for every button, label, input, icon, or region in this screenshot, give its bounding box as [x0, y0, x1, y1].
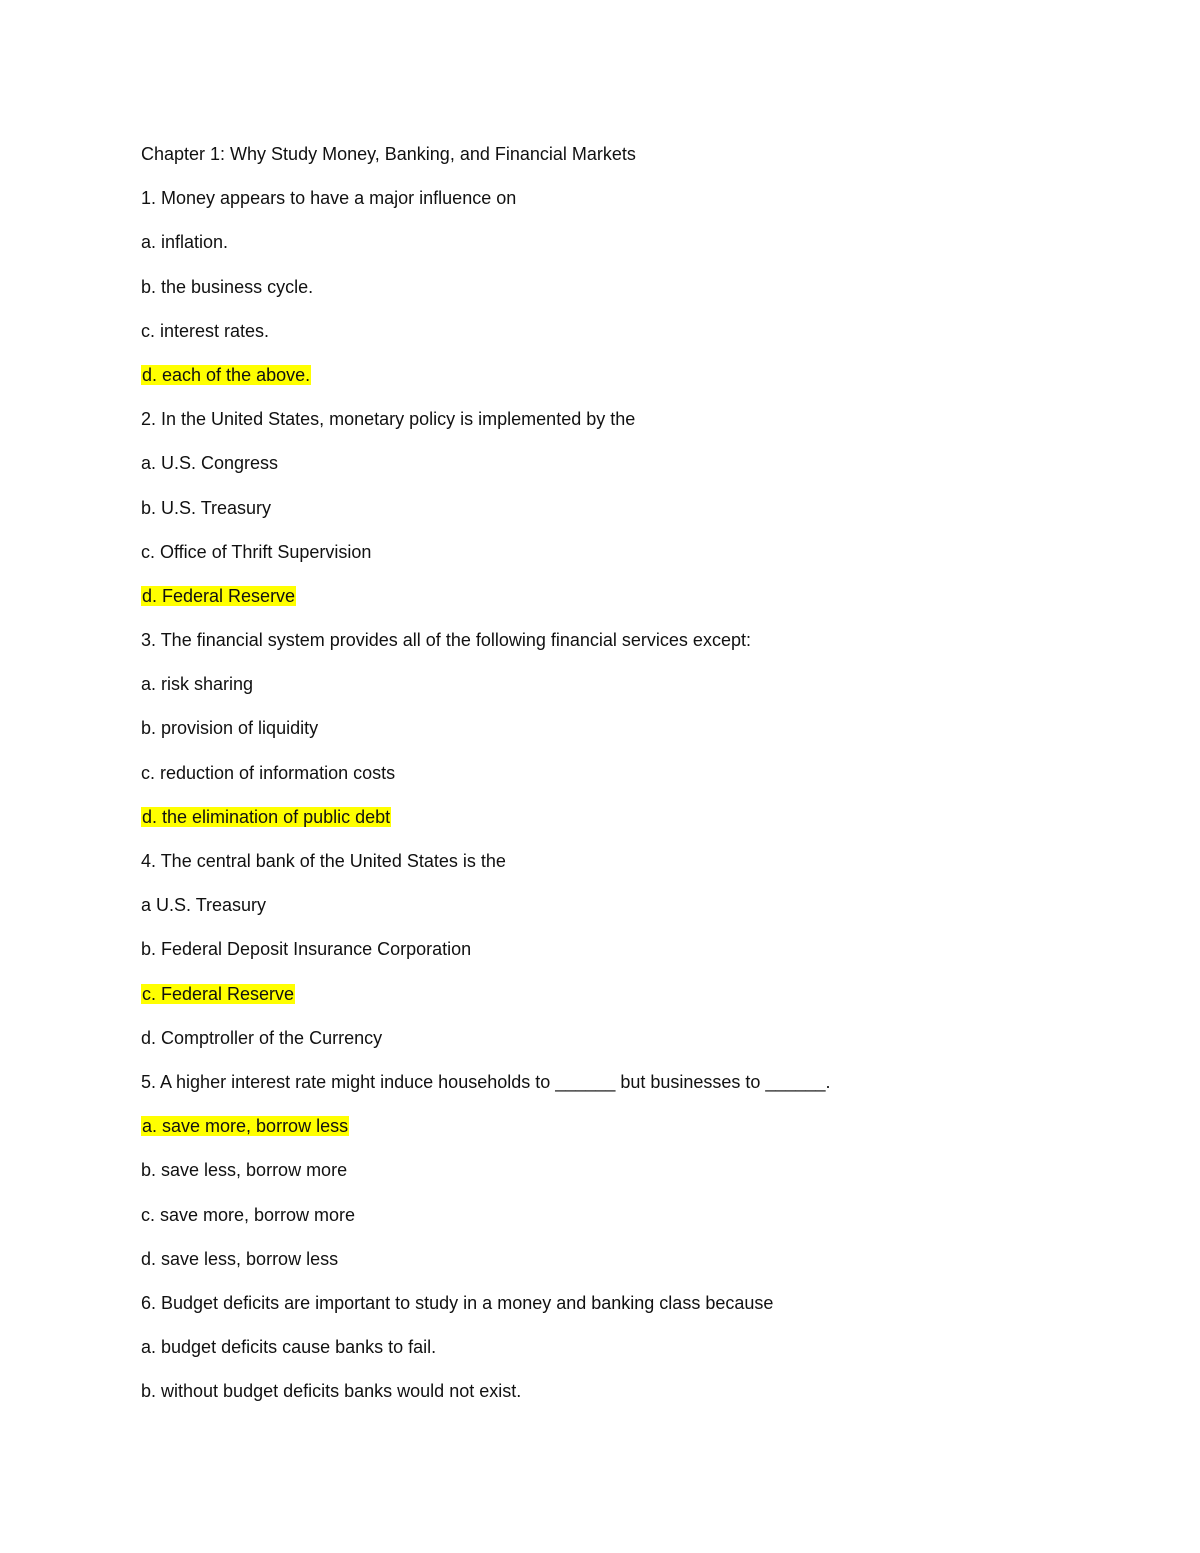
line-text: a. risk sharing [141, 674, 254, 695]
line-text: d. save less, borrow less [141, 1248, 339, 1269]
answer-option [141, 497, 1101, 519]
answer-option [141, 1027, 1101, 1049]
line-text: 4. The central bank of the United States is the [141, 851, 506, 871]
answer-option [141, 1248, 1101, 1270]
question-text [141, 1071, 1101, 1093]
line-text: 1. Money appears to have a major influence on [141, 188, 517, 209]
line-text: 5. A higher interest rate might induce households to ______ but businesses to ______. [141, 1071, 831, 1092]
answer-option [141, 541, 1101, 563]
question-text [141, 408, 1101, 430]
line-text: b. U.S. Treasury [141, 497, 272, 518]
answer-option-correct [141, 364, 1101, 386]
document-title-text: Chapter 1: Why Study Money, Banking, and Financial Markets [141, 144, 636, 164]
answer-option [141, 762, 1101, 784]
line-text: b. save less, borrow more [141, 1160, 348, 1181]
line-text: c. reduction of information costs [141, 762, 396, 783]
line-text: 3. The financial system provides all of the following financial services except: [141, 630, 751, 651]
document-page [141, 143, 1101, 1424]
answer-option-correct [141, 585, 1101, 607]
highlighted-text: a. save more, borrow less [142, 1116, 349, 1137]
line-text: d. Comptroller of the Currency [141, 1027, 383, 1048]
line-text: c. save more, borrow more [141, 1204, 356, 1225]
answer-option [141, 673, 1101, 695]
answer-option-correct [141, 806, 1101, 828]
question-text [141, 850, 1101, 872]
line-text: a. budget deficits cause banks to fail. [141, 1337, 437, 1358]
answer-option-correct [141, 1115, 1101, 1137]
line-text: a. U.S. Congress [141, 453, 279, 474]
line-text: 2. In the United States, monetary policy is implemented by the [141, 409, 636, 430]
question-text [141, 1292, 1101, 1314]
answer-option [141, 894, 1101, 916]
answer-option [141, 1380, 1101, 1402]
highlighted-text: d. the elimination of public debt [142, 806, 391, 827]
document-title [141, 143, 1101, 165]
answer-option [141, 320, 1101, 342]
highlighted-text: d. each of the above. [142, 364, 311, 385]
answer-option [141, 717, 1101, 739]
line-text: a U.S. Treasury [141, 895, 267, 916]
line-text: 6. Budget deficits are important to study in a money and banking class because [141, 1292, 774, 1313]
answer-option [141, 1204, 1101, 1226]
answer-option [141, 1336, 1101, 1358]
line-text: a. inflation. [141, 232, 229, 253]
line-text: c. Office of Thrift Supervision [141, 541, 372, 562]
document-body [141, 187, 1101, 1402]
answer-option [141, 938, 1101, 960]
highlighted-text: c. Federal Reserve [142, 983, 295, 1004]
line-text: b. the business cycle. [141, 276, 314, 297]
line-text: c. interest rates. [141, 320, 270, 341]
highlighted-text: d. Federal Reserve [142, 585, 296, 606]
question-text [141, 629, 1101, 651]
line-text: b. provision of liquidity [141, 718, 319, 739]
answer-option [141, 452, 1101, 474]
answer-option [141, 276, 1101, 298]
answer-option [141, 1159, 1101, 1181]
answer-option [141, 231, 1101, 253]
line-text: b. Federal Deposit Insurance Corporation [141, 939, 472, 960]
answer-option-correct [141, 983, 1101, 1005]
question-text [141, 187, 1101, 209]
line-text: b. without budget deficits banks would not exist. [141, 1381, 522, 1402]
